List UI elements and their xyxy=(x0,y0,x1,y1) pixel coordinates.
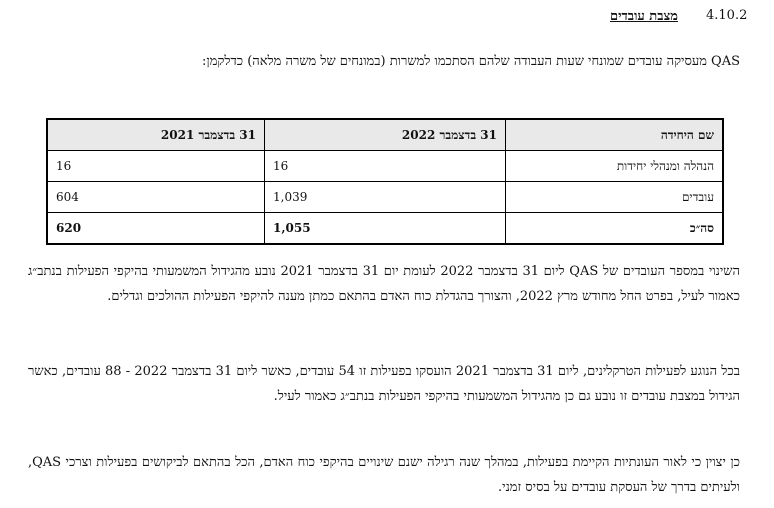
table-header-row xyxy=(47,119,723,151)
cell-unit: הנהלה ומנהלי יחידות xyxy=(506,151,724,182)
cell-unit: סה״כ xyxy=(506,213,724,245)
cell-dec-2022: 1,039 xyxy=(265,182,506,213)
table-row xyxy=(47,182,723,213)
employees-table xyxy=(46,118,724,245)
section-number: 4.10.2 xyxy=(706,8,748,23)
header-dec-2022: 31 בדצמבר 2022 xyxy=(265,119,506,151)
change-paragraph: השינוי במספר העובדים של QAS ליום 31 בדצמבר 2022 לעומת יום 31 בדצמבר 2021 נובע מהגידול המשמעותי בהיקפי הפעילות בנתב״ג כאמור לעיל, בפרט החל מחודש מרץ 2022, והצורך בהגדלת כוח האדם בהתאם כמתן מענה להיקפי הפעילות ההולכים וגדלים. xyxy=(28,264,740,304)
cell-dec-2021: 16 xyxy=(47,151,265,182)
section-title: מצבת עובדים xyxy=(610,9,678,24)
header-unit: שם היחידה xyxy=(506,119,724,151)
table-row xyxy=(47,151,723,182)
header-dec-2021: 31 בדצמבר 2021 xyxy=(47,119,265,151)
intro-paragraph: QAS מעסיקה עובדים שמונחי שעות העבודה שלהם הסתכמו למשרות (במונחים של משרה מלאה) כדלקמן: xyxy=(202,54,740,69)
seasonal-paragraph: כן יצוין כי לאור העונתיות הקיימת בפעילות, במהלך שנה רגילה ישנם שינויים בהיקפי כוח האדם, הכל בהתאם לביקושים בפעילות וצרכי QAS, ולעיתים בדרך של העסקת עובדים על בסיס זמני. xyxy=(28,455,740,495)
cell-dec-2022: 1,055 xyxy=(265,213,506,245)
table-total-row xyxy=(47,213,723,245)
cell-unit: עובדים xyxy=(506,182,724,213)
cell-dec-2021: 620 xyxy=(47,213,265,245)
terminal-paragraph: בכל הנוגע לפעילות הטרקלינים, ליום 31 בדצמבר 2021 הועסקו בפעילות זו 54 עובדים, כאשר ליום 31 בדצמבר 2022 - 88 עובדים, כאשר הגידול במצבת עובדים זו נובע גם כן מהגידול המשמעותי בהיקפי הפעילות בנתב״ג כאמור לעיל. xyxy=(28,364,741,404)
cell-dec-2021: 604 xyxy=(47,182,265,213)
cell-dec-2022: 16 xyxy=(265,151,506,182)
